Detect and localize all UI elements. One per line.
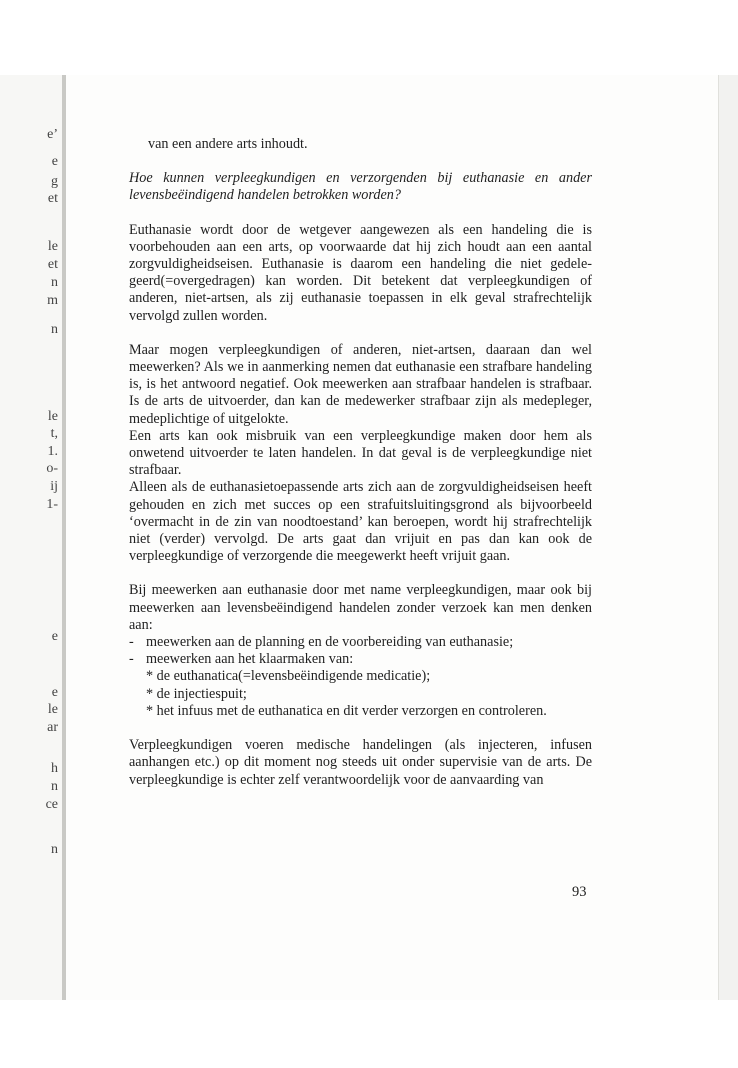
paragraph: Maar mogen verpleegkundigen of anderen, niet-artsen, daaraan dan wel meewerken? Als we in aanmerking nemen dat euthanasie een strafbare handeling is, is het antwoord negatief. Ook meewerken aan strafbaar handelen is strafbaar. Is de arts de uitvoerder, dan kan de medewerker strafbaar zijn als medepleger, medeplichtige of uitgelokte. [129,341,592,427]
list-item [129,634,592,651]
left-page-edge [0,75,63,1000]
left-page-fragment: n [51,779,58,794]
section-question-heading: Hoe kunnen verpleegkundigen en verzorgenden bij euthanasie en ander levensbeëindigend handelen betrokken worden? [129,170,592,204]
left-page-fragment: 1. [47,444,58,459]
left-page-fragment: 1- [46,497,58,512]
left-page-fragment: et [47,257,58,272]
left-page-fragment: h [51,761,58,776]
left-page-fragment: et [47,191,58,206]
sub-list-item: * de injectiespuit; [146,685,247,702]
paragraph: Verpleegkundigen voeren medische handelingen (als injecteren, infusen aanhangen etc.) op dit moment nog steeds uit onder supervisie van de arts. De verpleegkundige is echter zelf verantwoordelijk voor de aanvaarding van [129,737,592,788]
left-page-fragment: e’ [47,127,58,142]
list-item [129,651,592,668]
left-page-fragment: le [47,702,58,717]
left-page-fragment: g [51,174,58,189]
page-body [129,136,592,806]
left-page-fragment: ar [47,720,58,735]
dash-list [129,634,592,720]
list-item-text: meewerken aan de planning en de voorbereiding van euthanasie; [146,634,514,651]
paragraph: Alleen als de euthanasietoepassende arts zich aan de zorgvuldigheidseisen heeft gehouden en zich met succes op een strafuitsluitingsgrond als bijvoorbeeld ‘overmacht in de zin van noodtoestand’ kan beroepen, wordt hij strafrechtelijk niet (verder) vervolgd. De arts gaat dan vrijuit en pas dan kan ook de verpleegkundige of verzorgende die meegewerkt heeft vrijuit gaan. [129,479,592,565]
page-number: 93 [572,884,587,900]
sub-list-item: * de euthanatica(=levensbeëindigende medicatie); [146,668,431,685]
left-page-fragment: e [51,629,58,644]
sub-list-item: * het infuus met de euthanatica en dit verder verzorgen en controleren. [146,702,547,719]
paragraph: Euthanasie wordt door de wetgever aangewezen als een handeling die is voorbehouden aan een arts, op voorwaarde dat hij zich houdt aan een aantal zorgvuldigheidseisen. Euthanasie is daarom een handeling die niet gedele-geerd(=overgedragen) kan worden. Dit betekent dat verpleegkundigen of anderen, niet-artsen, als zij euthanasie toepassen in elk geval strafrechtelijk vervolgd zullen worden. [129,221,592,324]
page-stack-edge [718,75,738,1000]
left-page-fragment: n [51,275,58,290]
list-dash: - [129,634,134,651]
left-page-fragment: le [47,239,58,254]
paragraph: Een arts kan ook misbruik van een verpleegkundige maken door hem als onwetend uitvoerder te laten handelen. In dat geval is de verpleegkundige niet strafbaar. [129,427,592,479]
paragraph: Bij meewerken aan euthanasie door met name verpleegkundigen, maar ook bij meewerken aan levensbeëindigend handelen zonder verzoek kan men denken aan: [129,582,592,633]
list-dash: - [129,651,134,668]
paragraph-continuation: van een andere arts inhoudt. [148,136,308,152]
left-page-fragment: e [51,154,58,169]
left-page-fragment: e [51,685,58,700]
left-page-fragment: t, [50,426,58,441]
left-page-fragment: o- [46,461,58,476]
left-page-fragment: ce [45,797,58,812]
left-page-fragment: n [51,842,58,857]
list-item-text: meewerken aan het klaarmaken van: [146,651,354,668]
left-page-fragment: n [51,322,58,337]
left-page-fragment: ij [50,479,58,494]
left-page-fragment: m [47,293,58,308]
left-page-fragment: le [47,409,58,424]
